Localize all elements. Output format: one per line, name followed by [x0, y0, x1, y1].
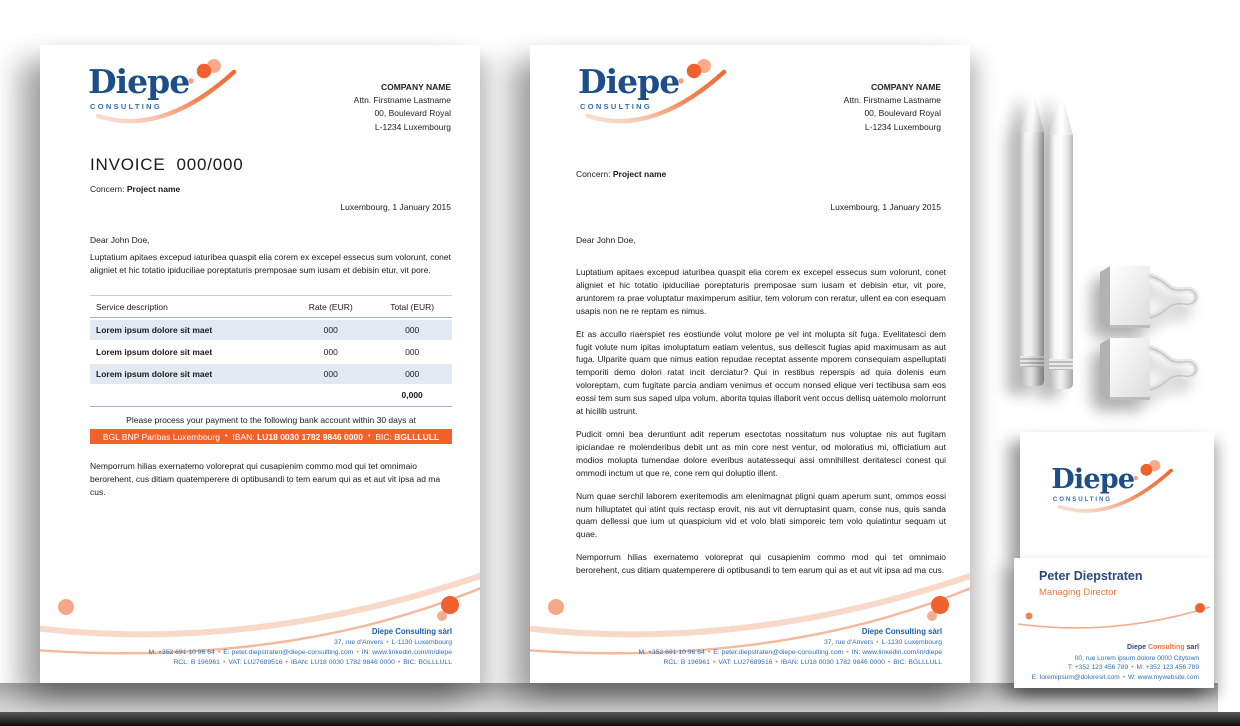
- invoice-page: [40, 45, 480, 683]
- col-total: Total (EUR): [390, 301, 435, 312]
- addressee-city: L-1234 Luxembourg: [864, 121, 941, 132]
- business-card-back: [1014, 558, 1214, 688]
- concern-line: Concern: Project name: [576, 169, 667, 179]
- table-header-row: [90, 296, 452, 318]
- pencil-cap: [1049, 370, 1073, 389]
- footer-address-line: 37, rue d'Anvers • L-1130 Luxembourg: [333, 638, 452, 646]
- services-table: [90, 295, 452, 407]
- pencil-ring: [1020, 356, 1044, 367]
- card-phones: T: +352 123 456 789 • M: +352 123 456 789: [1067, 664, 1199, 672]
- bank-bar: BGL BNP Paribas Luxembourg • IBAN: LU18 0030 1782 9846 0000 • BIC: BGLLLULL: [90, 429, 452, 444]
- col-service: Service description: [96, 301, 168, 312]
- addressee-company: COMPANY NAME: [870, 82, 941, 92]
- footer-company: Diepe Consulting sàrl: [371, 627, 452, 636]
- pencil-cap: [1020, 367, 1044, 386]
- cell-total: 000: [405, 325, 420, 335]
- logo-wordmark: Diepe: [1051, 462, 1135, 495]
- table-row: [90, 364, 452, 384]
- addressee-street: 00, Boulevard Royal: [864, 108, 941, 119]
- table-row: [90, 342, 452, 362]
- addressee-company: COMPANY NAME: [380, 82, 451, 92]
- total-row: [90, 384, 452, 407]
- pencil: [1020, 86, 1044, 404]
- footer-legal-line: RCL: B 196961 • VAT: LU27689516 • IBAN: LU18 0030 1782 9846 0000 • BIC: BGLLLULL: [173, 659, 452, 667]
- footer-contact-line: M: +352 691 10 96 64 • E: peter.diepstraten@diepe-consulting.com • IN: www.linkedin.com/in/diepe: [638, 648, 942, 656]
- cell-description: Lorem ipsum dolore sit maet: [96, 369, 213, 379]
- card-company-block: [1032, 643, 1199, 683]
- pencil-tip: [1020, 86, 1044, 132]
- intro-paragraph: Luptatium apitaes excepud iaturibea quaspit elia corem ex excepel essecus sum volorunt, conet aligniet et hic totatio ipiduciliae poreptaturis premposae sum iusam et debisin etur, vit pore.: [90, 252, 451, 275]
- letter-paragraph: Nemporrum hilias exernatemo voloreprat qui cusapienim commo mod qui tet omnimaio berorehent, cus ditiam quatemperere di optibusandi to tem earum qui as et aut vit ipsa ad ma cus.: [576, 552, 946, 576]
- pencil-ring: [1049, 359, 1073, 370]
- pencil: [1049, 89, 1073, 407]
- salutation: Dear John Doe,: [576, 235, 636, 245]
- letter-page: [530, 45, 970, 683]
- cell-rate: 000: [323, 325, 338, 335]
- footer-legal-line: RCL: B 196961 • VAT: LU27689516 • IBAN: LU18 0030 1782 9846 0000 • BIC: BGLLLULL: [663, 659, 942, 667]
- col-rate: Rate (EUR): [308, 301, 353, 312]
- footer-address-line: 37, rue d'Anvers • L-1130 Luxembourg: [823, 638, 942, 646]
- pencil-body: [1020, 132, 1044, 356]
- logo-wordmark: Diepe: [88, 62, 190, 101]
- invoice-title: INVOICE 000/000: [90, 155, 244, 174]
- letter-body: [576, 266, 946, 577]
- cell-rate: 000: [323, 369, 338, 379]
- iban-value: LU18 0030 1782 9846 0000: [257, 431, 363, 442]
- addressee-block: [354, 81, 451, 134]
- floor-edge: [0, 712, 1240, 726]
- logo-wordmark: Diepe: [578, 62, 680, 101]
- business-card-front: [1020, 432, 1214, 558]
- addressee-block: [844, 81, 941, 134]
- footer-contact-line: M: +352 691 10 96 64 • E: peter.diepstraten@diepe-consulting.com • IN: www.linkedin.com/in/diepe: [148, 648, 452, 656]
- brand-logo: [574, 59, 744, 125]
- brand-logo: [84, 59, 254, 125]
- binder-clip-icon: [1094, 263, 1212, 335]
- date-line: Luxembourg, 1 January 2015: [830, 202, 941, 212]
- letter-paragraph: Et as accullo riaerspiet res eostiunde volut molore pe vel int molupta sit fuga. Evelitatesci dem fugit volute num ipitas imoluptatum eatiam velentus, sus dellescit fugias apid maximusam as aut fuga. Ulparite quam que nimus eation repudae receptat assente mporem consequiam aspelluptati temporiti demo dolori ratat incit derciatur? Qui in restibus reperspis ad quia dolenis eum voloreptam, cum fugitate parcia andiam venimus et occum nonsed elique veri tectibusa sam eos eossi tem sum sus saped ulpa volum, aborita tquias illaborit vent occus dellisq uatemolo molorrunt at hicilib ustrunt.: [576, 328, 946, 417]
- cell-total: 000: [405, 369, 420, 379]
- bic-value: BGLLLULL: [394, 431, 440, 442]
- page-footer: [639, 626, 942, 668]
- cell-description: Lorem ipsum dolore sit maet: [96, 325, 213, 335]
- payment-note: Please process your payment to the following bank account within 30 days at: [126, 415, 416, 425]
- card-swoosh-icon: [1014, 594, 1214, 640]
- iban-label: IBAN:: [232, 431, 255, 442]
- letter-paragraph: Pudicit omni bea deruntiunt adit reperum esectotas nossitatum nus voluptae nis aut fugitam ipiciandae re molenderibus debit unt as min core nest ventur, od moloratius mi, officiatium aut modios molupta tumendae dolore everibus autatessequi assi omnihillest deritatesci conest qui ommodi inctum ut que re, cone rem qui doluptio illent.: [576, 428, 946, 478]
- cell-total: 000: [405, 347, 420, 357]
- letter-paragraph: Luptatium apitaes excepud iaturibea quaspit elia corem ex excepel essecus sum volorunt, conet aligniet et hic totatio ipiduciliae poreptaturis premposae sum iusam et debisin etur, vit pore, aruntorem ra prae voluptatur maximperum asitiur, tem volorum con reratur, ullent ea con esequam usapis non ne re reptam es nimus.: [576, 267, 946, 316]
- pencil-tip: [1049, 89, 1073, 135]
- addressee-street: 00, Boulevard Royal: [374, 108, 451, 119]
- letter-paragraph: Num quae serchil laborem exeritemodis am elenimagnat pligni quam aperum sunt, ommos eossi num hilluptatet qui atint quis rectasp erovit, nis aut vit derruptasint quam, conse nus, quis sanda quam dellessi que ium ut quaspicium vid et volo blati simporeic tem volo quiatintur sequam ut quae.: [576, 490, 946, 540]
- cell-description: Lorem ipsum dolore sit maet: [96, 347, 213, 357]
- date-line: Luxembourg, 1 January 2015: [340, 202, 451, 212]
- addressee-attn: Attn. Firstname Lastname: [353, 95, 451, 106]
- total-value: 0,000: [401, 390, 423, 400]
- card-title: Managing Director: [1039, 587, 1117, 598]
- bank-name: BGL BNP Paribas Luxembourg: [102, 431, 221, 442]
- binder-clip-icon: [1094, 335, 1212, 407]
- logo-subtitle: CONSULTING: [1052, 495, 1112, 503]
- addressee-attn: Attn. Firstname Lastname: [843, 95, 941, 106]
- table-row: [90, 320, 452, 340]
- card-name: Peter Diepstraten: [1039, 569, 1143, 583]
- logo-subtitle: CONSULTING: [90, 102, 163, 111]
- card-address: 00, rue Lorem ipsum dolore 0000 Citytown: [1074, 654, 1199, 662]
- page-footer: [149, 626, 452, 668]
- card-company-line: Diepe Consulting sarl: [1127, 644, 1199, 651]
- brand-logo: [1048, 460, 1187, 514]
- salutation: Dear John Doe,: [90, 235, 150, 245]
- closing-paragraph: Nemporrum hilias exernatemo voloreprat qui cusapienim commo mod qui tet omnimaio berorehent, cus ditiam quatemperere di optibusandi to tem earum qui as et aut vit ipsa ad ma cus.: [90, 461, 441, 497]
- pencil-body: [1049, 135, 1073, 359]
- card-contact: E: loremipsum@doloresit.com • W: www.mywebsite.com: [1031, 674, 1199, 682]
- addressee-city: L-1234 Luxembourg: [374, 121, 451, 132]
- concern-line: Concern: Project name: [90, 184, 181, 194]
- logo-subtitle: CONSULTING: [580, 102, 653, 111]
- footer-company: Diepe Consulting sàrl: [861, 627, 942, 636]
- cell-rate: 000: [323, 347, 338, 357]
- bic-label: BIC:: [375, 431, 392, 442]
